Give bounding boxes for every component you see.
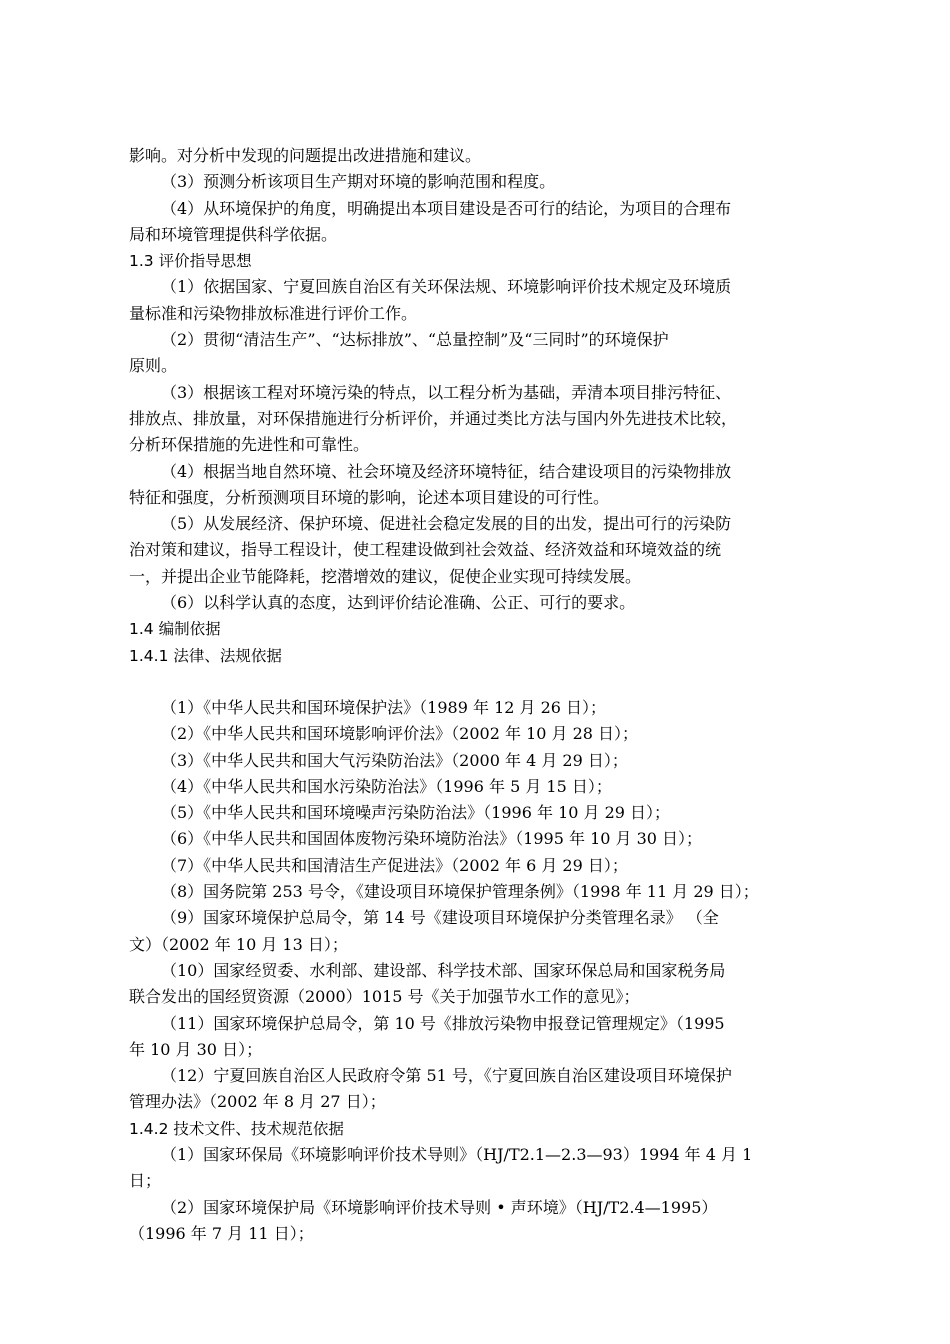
text-line: 原则。 (129, 356, 178, 376)
list-item: （7）《中华人民共和国清洁生产促进法》（2002 年 6 月 29 日）； (161, 855, 628, 875)
list-item: （1）国家环保局《环境影响评价技术导则》（HJ/T2.1—2.3—93）1994 年 4 月 1 (161, 1144, 753, 1164)
text-line: （3）预测分析该项目生产期对环境的影响范围和程度。 (161, 172, 556, 192)
list-item: （11）国家环境保护总局令，第 10 号《排放污染物申报登记管理规定》（1995 (161, 1013, 725, 1033)
subsection-heading: 1.4.1 法律、法规依据 (129, 646, 282, 665)
text-line: 一，并提出企业节能降耗，挖潜增效的建议，促使企业实现可持续发展。 (129, 566, 642, 586)
document-page (129, 143, 847, 1247)
list-item-continuation: 年 10 月 30 日）； (129, 1039, 263, 1059)
text-line: 治对策和建议，指导工程设计，使工程建设做到社会效益、经济效益和环境效益的统 (129, 540, 722, 560)
text-line: 量标准和污染物排放标准进行评价工作。 (129, 303, 418, 323)
text-line: 分析环保措施的先进性和可靠性。 (129, 435, 370, 455)
section-heading: 1.4 编制依据 (129, 620, 221, 639)
list-item-continuation: 联合发出的国经贸资源（2000）1015 号《关于加强节水工作的意见》； (129, 987, 640, 1007)
blank-line (129, 669, 847, 695)
text-line: 影响。对分析中发现的问题提出改进措施和建议。 (129, 146, 482, 165)
list-item: （6）《中华人民共和国固体废物污染环境防治法》（1995 年 10 月 30 日）； (161, 829, 703, 849)
list-item-continuation: 管理办法》（2002 年 8 月 27 日）； (129, 1092, 386, 1112)
list-item: （4）《中华人民共和国水污染防治法》（1996 年 5 月 15 日）； (161, 776, 612, 796)
section-heading: 1.3 评价指导思想 (129, 252, 252, 271)
list-item: （2）《中华人民共和国环境影响评价法》（2002 年 10 月 28 日）； (161, 724, 639, 744)
text-line: 特征和强度，分析预测项目环境的影响，论述本项目建设的可行性。 (129, 487, 610, 507)
list-item: （3）《中华人民共和国大气污染防治法》（2000 年 4 月 29 日）； (161, 750, 628, 770)
list-item: （8）国务院第 253 号令，《建设项目环境保护管理条例》（1998 年 11 月 29 日）； (161, 882, 759, 902)
list-item: （1）《中华人民共和国环境保护法》（1989 年 12 月 26 日）； (161, 697, 607, 717)
list-item: （2）国家环境保护局《环境影响评价技术导则 • 声环境》（HJ/T2.4—1995） (161, 1197, 718, 1217)
text-line: （5）从发展经济、保护环境、促进社会稳定发展的目的出发，提出可行的污染防 (161, 514, 732, 534)
text-line: （2）贯彻“清洁生产”、“达标排放”、“总量控制”及“三同时”的环境保护 (161, 330, 669, 350)
list-item: （5）《中华人民共和国环境噪声污染防治法》（1996 年 10 月 29 日）； (161, 803, 671, 823)
list-item: （9）国家环境保护总局令，第 14 号《建设项目环境保护分类管理名录》 （全 (161, 908, 719, 928)
text-line: （3）根据该工程对环境污染的特点，以工程分析为基础，弄清本项目排污特征、 (161, 382, 732, 402)
list-item-continuation: （1996 年 7 月 11 日）； (129, 1223, 314, 1243)
text-line: （1）依据国家、宁夏回族自治区有关环保法规、环境影响评价技术规定及环境质 (161, 277, 732, 297)
text-line: （4）从环境保护的角度，明确提出本项目建设是否可行的结论，为项目的合理布 (161, 198, 732, 218)
list-item: （10）国家经贸委、水利部、建设部、科学技术部、国家环保总局和国家税务局 (161, 960, 726, 980)
text-line: 局和环境管理提供科学依据。 (129, 224, 338, 244)
list-item-continuation: 文）（2002 年 10 月 13 日）； (129, 934, 348, 954)
text-line: （6）以科学认真的态度，达到评价结论准确、公正、可行的要求。 (161, 593, 636, 613)
text-line: （4）根据当地自然环境、社会环境及经济环境特征，结合建设项目的污染物排放 (161, 461, 732, 481)
list-item-continuation: 日； (129, 1171, 162, 1191)
list-item: （12）宁夏回族自治区人民政府令第 51 号，《宁夏回族自治区建设项目环境保护 (161, 1066, 732, 1086)
text-line: 排放点、排放量，对环保措施进行分析评价，并通过类比方法与国内外先进技术比较， (129, 408, 738, 428)
subsection-heading: 1.4.2 技术文件、技术规范依据 (129, 1119, 344, 1138)
